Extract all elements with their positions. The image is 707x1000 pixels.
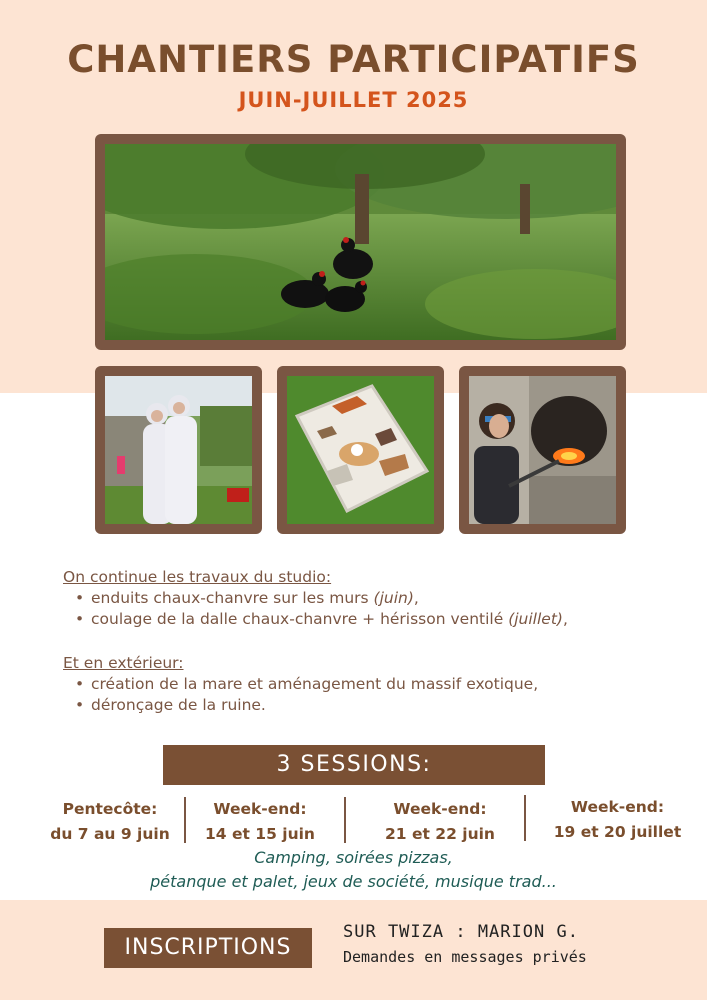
main-photo-frame: [95, 134, 626, 350]
session-july-19: Week-end: 19 et 20 juillet: [553, 798, 682, 841]
private-message-note: Demandes en messages privés: [343, 948, 587, 966]
exterior-list: [63, 674, 663, 716]
protective-suits-photo: [105, 376, 252, 524]
list-item: • création de la mare et aménagement du massif exotique,: [91, 674, 663, 695]
twiza-contact: SUR TWIZA : MARION G.: [343, 922, 579, 942]
session-divider: [524, 795, 526, 841]
list-item: • coulage de la dalle chaux-chanvre + hérisson ventilé (juillet),: [91, 609, 663, 630]
floorplan-frame: [277, 366, 444, 534]
session-june-14: Week-end: 14 et 15 juin: [205, 800, 315, 843]
studio-list: [63, 588, 663, 630]
works-section: [63, 566, 663, 716]
oven-photo-frame: [459, 366, 626, 534]
inscriptions-button[interactable]: INSCRIPTIONS: [104, 928, 312, 968]
page-title: CHANTIERS PARTICIPATIFS: [67, 38, 640, 81]
list-item: • enduits chaux-chanvre sur les murs (juin),: [91, 588, 663, 609]
studio-heading: On continue les travaux du studio:: [63, 568, 332, 586]
session-pentecote: Pentecôte: du 7 au 9 juin: [50, 800, 170, 843]
page-subtitle: JUIN-JUILLET 2025: [238, 88, 469, 112]
sessions-title: 3 SESSIONS:: [163, 745, 545, 785]
list-item: • déronçage de la ruine.: [91, 695, 663, 716]
hens-garden-photo: [105, 144, 616, 340]
session-june-21: Week-end: 21 et 22 juin: [385, 800, 495, 843]
bread-oven-photo: [469, 376, 616, 524]
exterior-heading: Et en extérieur:: [63, 654, 184, 672]
studio-floorplan-image: [287, 376, 434, 524]
session-divider: [344, 797, 346, 843]
activities-note: Camping, soirées pizzas, pétanque et palet, jeux de société, musique trad...: [150, 848, 557, 891]
suits-photo-frame: [95, 366, 262, 534]
session-divider: [184, 797, 186, 843]
